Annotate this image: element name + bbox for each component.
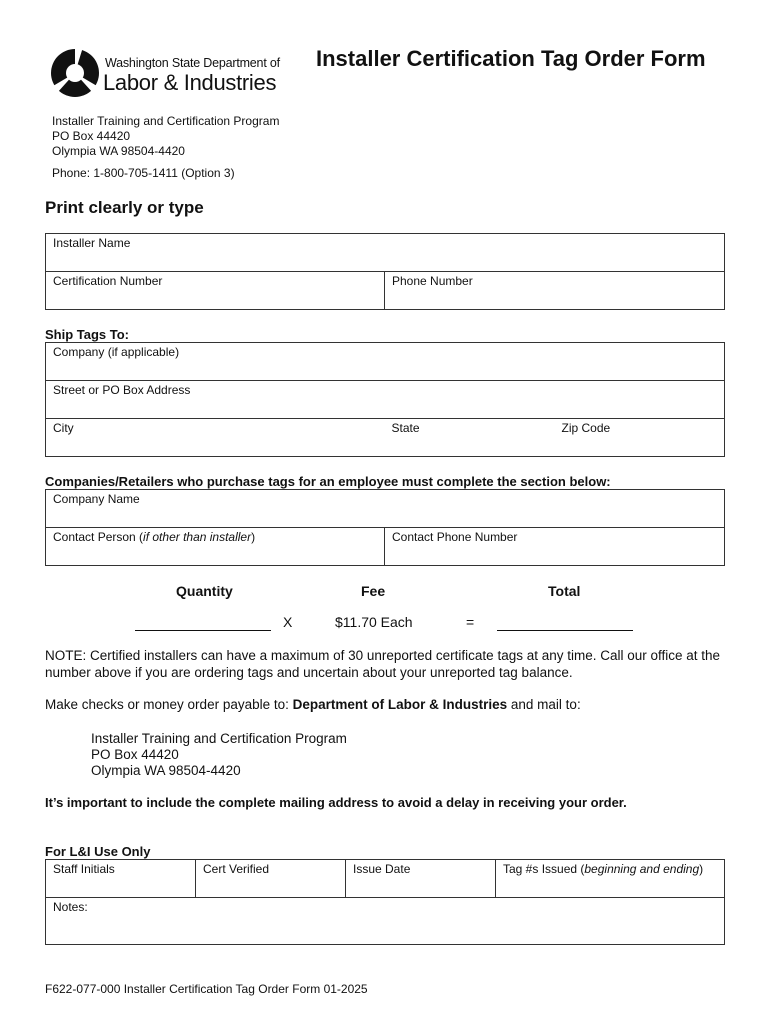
contact-phone-field[interactable]: [385, 528, 725, 566]
form-footer: F622-077-000 Installer Certification Tag Order Form 01-2025: [45, 982, 368, 996]
quantity-input-line[interactable]: [135, 630, 271, 631]
agency-logo: [50, 44, 280, 100]
program-address-line3: Olympia WA 98504-4420: [52, 144, 185, 158]
company-heading: Companies/Retailers who purchase tags for an employee must complete the section below:: [45, 474, 611, 489]
issue-date-label: Issue Date: [353, 862, 411, 876]
ship-city-field[interactable]: [46, 419, 385, 457]
installer-name-label: Installer Name: [53, 236, 131, 250]
mail-address-line1: Installer Training and Certification Program: [91, 731, 347, 746]
contact-person-label: [53, 530, 255, 544]
office-use-heading: For L&I Use Only: [45, 844, 151, 859]
cert-verified-label: Cert Verified: [203, 862, 270, 876]
contact-person-italic: if other than installer: [143, 530, 252, 544]
contact-person-end: ): [251, 530, 256, 544]
tags-issued-label: [503, 862, 703, 876]
note-text: NOTE: Certified installers can have a maximum of 30 unreported certificate tags at any time. Call our office at the number above if you are ordering tags and uncertain about your unreported tag balance.: [45, 648, 721, 680]
program-phone: Phone: 1-800-705-1411 (Option 3): [52, 166, 235, 180]
cert-verified-field[interactable]: [196, 860, 346, 898]
total-input-line[interactable]: [497, 630, 633, 631]
company-name-label: Company Name: [53, 492, 140, 506]
installer-name-field[interactable]: [46, 234, 725, 272]
mail-address-line2: PO Box 44420: [91, 747, 179, 762]
installer-table: [45, 233, 725, 310]
notes-label: Notes:: [53, 900, 88, 914]
ship-table: [45, 342, 725, 457]
program-address-line1: Installer Training and Certification Program: [52, 114, 280, 128]
certification-number-field[interactable]: [46, 272, 385, 310]
ship-street-field[interactable]: [46, 381, 725, 419]
payable-suffix: and mail to:: [507, 697, 581, 712]
times-sign: X: [283, 614, 293, 630]
tags-issued-end: ): [699, 862, 704, 876]
ship-zip-field[interactable]: [555, 419, 725, 457]
fee-label: Fee: [361, 583, 386, 599]
ship-zip-label: Zip Code: [561, 421, 611, 435]
li-logo-icon: [50, 46, 100, 100]
print-instruction: Print clearly or type: [45, 198, 204, 217]
ship-company-field[interactable]: [46, 343, 725, 381]
certification-number-label: Certification Number: [53, 274, 163, 288]
office-use-table: [45, 859, 725, 945]
important-notice: It’s important to include the complete mailing address to avoid a delay in receiving your order.: [45, 795, 627, 810]
mail-address: [91, 731, 347, 779]
company-name-field[interactable]: [46, 490, 725, 528]
ship-company-label: Company (if applicable): [53, 345, 180, 359]
ship-heading: Ship Tags To:: [45, 327, 130, 342]
ship-state-label: State: [391, 421, 420, 435]
agency-name-line2: Labor & Industries: [103, 70, 277, 95]
equals-sign: =: [466, 614, 475, 630]
tags-issued-italic: beginning and ending: [584, 862, 700, 876]
form-title: Installer Certification Tag Order Form: [316, 46, 706, 71]
program-address: [52, 114, 279, 159]
phone-number-label: Phone Number: [392, 274, 473, 288]
tags-issued-text: Tag #s Issued (: [503, 862, 585, 876]
quantity-label: Quantity: [176, 583, 233, 599]
issue-date-field[interactable]: [346, 860, 496, 898]
notes-field[interactable]: [46, 898, 725, 945]
total-label: Total: [548, 583, 581, 599]
contact-phone-label: Contact Phone Number: [392, 530, 518, 544]
ship-city-label: City: [53, 421, 74, 435]
ship-street-label: Street or PO Box Address: [53, 383, 191, 397]
tags-issued-field[interactable]: [496, 860, 725, 898]
agency-name-line1: Washington State Department of: [105, 56, 280, 70]
program-address-line2: PO Box 44420: [52, 129, 131, 143]
fee-value: $11.70 Each: [335, 614, 413, 630]
payable-prefix: Make checks or money order payable to:: [45, 697, 293, 712]
payable-text: [45, 697, 581, 712]
staff-initials-field[interactable]: [46, 860, 196, 898]
payable-payee: Department of Labor & Industries: [292, 697, 508, 712]
ship-state-field[interactable]: [385, 419, 555, 457]
contact-person-text: Contact Person (: [53, 530, 144, 544]
company-table: [45, 489, 725, 566]
contact-person-field[interactable]: [46, 528, 385, 566]
phone-number-field[interactable]: [385, 272, 725, 310]
mail-address-line3: Olympia WA 98504-4420: [91, 763, 241, 778]
staff-initials-label: Staff Initials: [53, 862, 115, 876]
